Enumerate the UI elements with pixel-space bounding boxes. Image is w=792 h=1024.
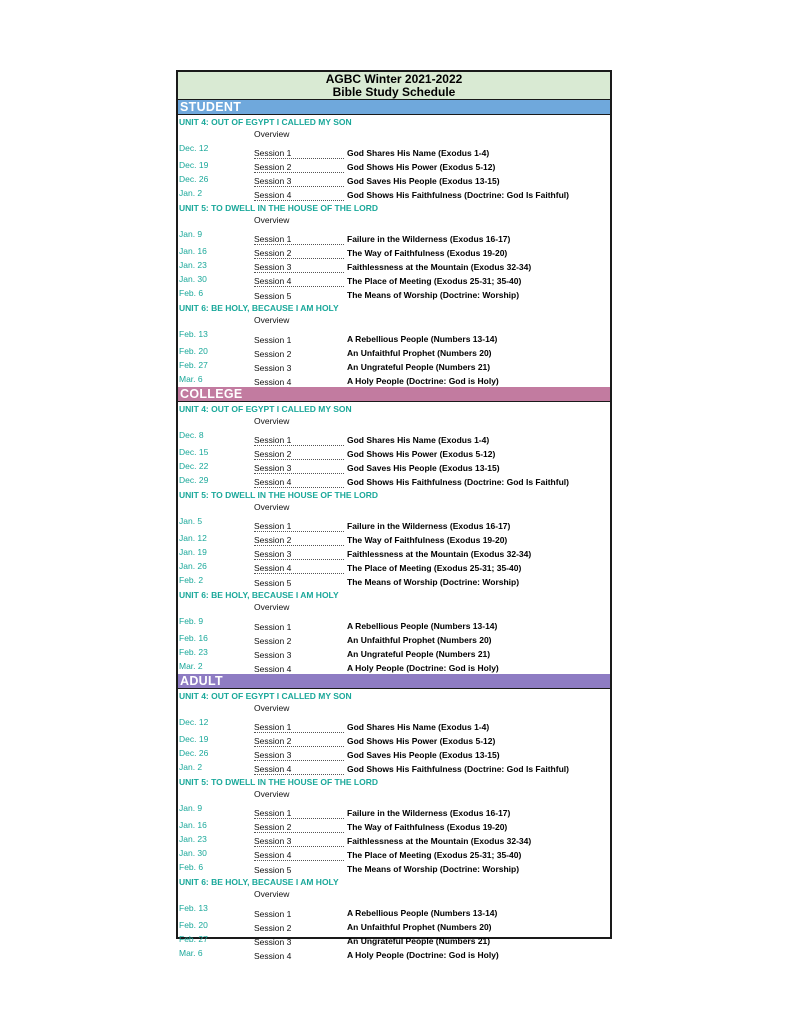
session-number: Session 3 [254, 262, 344, 273]
session-date: Mar. 6 [179, 374, 203, 384]
session-row [178, 187, 610, 201]
overview-label: Overview [254, 215, 290, 225]
session-number: Session 1 [254, 435, 344, 446]
session-number: Session 4 [254, 477, 344, 488]
lesson-title: An Unfaithful Prophet (Numbers 20) [347, 348, 492, 358]
lesson-title: The Way of Faithfulness (Exodus 19-20) [347, 248, 508, 258]
lesson-title: God Shows His Power (Exodus 5-12) [347, 736, 496, 746]
overview-label: Overview [254, 315, 290, 325]
session-row [178, 259, 610, 273]
section-header: STUDENT [178, 100, 610, 115]
session-number: Session 2 [254, 822, 344, 833]
session-number: Session 2 [254, 349, 292, 359]
section-college [178, 387, 610, 674]
session-date: Feb. 23 [179, 647, 208, 657]
session-number: Session 4 [254, 190, 344, 201]
session-number: Session 1 [254, 148, 344, 159]
session-number: Session 5 [254, 291, 292, 301]
session-date: Feb. 6 [179, 288, 204, 298]
lesson-title: A Rebellious People (Numbers 13-14) [347, 908, 498, 918]
session-date: Dec. 19 [179, 160, 209, 170]
session-row [178, 373, 610, 387]
section-header: COLLEGE [178, 387, 610, 402]
session-row [178, 861, 610, 875]
session-number: Session 4 [254, 764, 344, 775]
lesson-title: An Unfaithful Prophet (Numbers 20) [347, 635, 492, 645]
lesson-title: A Holy People (Doctrine: God is Holy) [347, 376, 499, 386]
unit-title: UNIT 5: TO DWELL IN THE HOUSE OF THE LORD [179, 490, 378, 500]
session-row [178, 173, 610, 187]
session-number: Session 2 [254, 248, 344, 259]
overview-label: Overview [254, 703, 290, 713]
session-number: Session 4 [254, 276, 344, 287]
section-adult [178, 674, 610, 961]
session-row [178, 460, 610, 474]
overview-label: Overview [254, 502, 290, 512]
session-number: Session 3 [254, 463, 344, 474]
overview-row [178, 702, 610, 716]
session-row [178, 429, 610, 446]
unit-title: UNIT 4: OUT OF EGYPT I CALLED MY SON [179, 404, 352, 414]
session-number: Session 3 [254, 363, 292, 373]
session-number: Session 3 [254, 937, 292, 947]
lesson-title: God Shares His Name (Exodus 1-4) [347, 435, 490, 445]
lesson-title: Faithlessness at the Mountain (Exodus 32-34) [347, 262, 532, 272]
session-row [178, 933, 610, 947]
schedule-title [178, 72, 610, 100]
lesson-title: The Means of Worship (Doctrine: Worship) [347, 577, 520, 587]
session-date: Mar. 6 [179, 948, 203, 958]
lesson-title: God Shows His Faithfulness (Doctrine: God Is Faithful) [347, 764, 569, 774]
lesson-title: Failure in the Wilderness (Exodus 16-17) [347, 808, 511, 818]
overview-label: Overview [254, 889, 290, 899]
lesson-title: A Rebellious People (Numbers 13-14) [347, 621, 498, 631]
session-number: Session 4 [254, 563, 344, 574]
overview-label: Overview [254, 789, 290, 799]
lesson-title: God Saves His People (Exodus 13-15) [347, 176, 500, 186]
session-number: Session 1 [254, 234, 344, 245]
section-header: ADULT [178, 674, 610, 689]
section-student [178, 100, 610, 387]
unit-title: UNIT 4: OUT OF EGYPT I CALLED MY SON [179, 117, 352, 127]
session-row [178, 345, 610, 359]
session-number: Session 2 [254, 736, 344, 747]
session-date: Mar. 2 [179, 661, 203, 671]
session-row [178, 142, 610, 159]
session-number: Session 3 [254, 176, 344, 187]
lesson-title: God Shows His Faithfulness (Doctrine: God Is Faithful) [347, 190, 569, 200]
lesson-title: The Way of Faithfulness (Exodus 19-20) [347, 822, 508, 832]
lesson-title: An Ungrateful People (Numbers 21) [347, 362, 491, 372]
session-row [178, 833, 610, 847]
lesson-title: The Means of Worship (Doctrine: Worship) [347, 290, 520, 300]
session-row [178, 716, 610, 733]
session-date: Jan. 5 [179, 516, 203, 526]
lesson-title: God Saves His People (Exodus 13-15) [347, 463, 500, 473]
lesson-title: God Shows His Faithfulness (Doctrine: God Is Faithful) [347, 477, 569, 487]
lesson-title: Faithlessness at the Mountain (Exodus 32-34) [347, 836, 532, 846]
session-date: Dec. 26 [179, 748, 209, 758]
session-row [178, 287, 610, 301]
session-date: Dec. 8 [179, 430, 204, 440]
overview-row [178, 888, 610, 902]
session-number: Session 2 [254, 535, 344, 546]
session-number: Session 4 [254, 951, 292, 961]
session-date: Jan. 9 [179, 229, 203, 239]
overview-row [178, 788, 610, 802]
session-date: Jan. 23 [179, 834, 207, 844]
lesson-title: The Place of Meeting (Exodus 25-31; 35-40) [347, 276, 522, 286]
session-date: Dec. 26 [179, 174, 209, 184]
session-number: Session 1 [254, 909, 292, 919]
session-number: Session 2 [254, 923, 292, 933]
session-date: Jan. 30 [179, 848, 207, 858]
session-row [178, 947, 610, 961]
overview-row [178, 415, 610, 429]
session-number: Session 3 [254, 836, 344, 847]
lesson-title: A Rebellious People (Numbers 13-14) [347, 334, 498, 344]
lesson-title: The Way of Faithfulness (Exodus 19-20) [347, 535, 508, 545]
session-row [178, 802, 610, 819]
session-row [178, 359, 610, 373]
session-row [178, 615, 610, 632]
session-number: Session 1 [254, 722, 344, 733]
session-row [178, 646, 610, 660]
unit-title: UNIT 6: BE HOLY, BECAUSE I AM HOLY [179, 877, 339, 887]
session-row [178, 228, 610, 245]
lesson-title: An Unfaithful Prophet (Numbers 20) [347, 922, 492, 932]
session-number: Session 5 [254, 865, 292, 875]
session-date: Dec. 19 [179, 734, 209, 744]
session-number: Session 4 [254, 664, 292, 674]
session-row [178, 532, 610, 546]
lesson-title: God Shows His Power (Exodus 5-12) [347, 162, 496, 172]
session-date: Dec. 12 [179, 143, 209, 153]
lesson-title: An Ungrateful People (Numbers 21) [347, 936, 491, 946]
session-number: Session 2 [254, 162, 344, 173]
lesson-title: The Place of Meeting (Exodus 25-31; 35-40) [347, 850, 522, 860]
session-date: Feb. 13 [179, 329, 208, 339]
session-date: Jan. 2 [179, 188, 203, 198]
session-date: Dec. 29 [179, 475, 209, 485]
session-date: Jan. 30 [179, 274, 207, 284]
session-number: Session 4 [254, 377, 292, 387]
session-date: Feb. 9 [179, 616, 204, 626]
session-row [178, 245, 610, 259]
unit-title: UNIT 5: TO DWELL IN THE HOUSE OF THE LORD [179, 777, 378, 787]
session-date: Feb. 6 [179, 862, 204, 872]
session-row [178, 847, 610, 861]
session-row [178, 733, 610, 747]
session-number: Session 1 [254, 335, 292, 345]
session-number: Session 5 [254, 578, 292, 588]
session-row [178, 474, 610, 488]
session-date: Feb. 27 [179, 934, 208, 944]
session-number: Session 3 [254, 549, 344, 560]
session-row [178, 273, 610, 287]
session-row [178, 902, 610, 919]
unit-title: UNIT 6: BE HOLY, BECAUSE I AM HOLY [179, 303, 339, 313]
unit-title: UNIT 6: BE HOLY, BECAUSE I AM HOLY [179, 590, 339, 600]
session-row [178, 546, 610, 560]
overview-label: Overview [254, 602, 290, 612]
session-number: Session 2 [254, 449, 344, 460]
session-date: Jan. 19 [179, 547, 207, 557]
session-row [178, 560, 610, 574]
lesson-title: God Shares His Name (Exodus 1-4) [347, 722, 490, 732]
lesson-title: God Shows His Power (Exodus 5-12) [347, 449, 496, 459]
session-number: Session 1 [254, 622, 292, 632]
lesson-title: Failure in the Wilderness (Exodus 16-17) [347, 234, 511, 244]
session-date: Feb. 13 [179, 903, 208, 913]
overview-row [178, 214, 610, 228]
session-number: Session 3 [254, 750, 344, 761]
session-date: Feb. 20 [179, 346, 208, 356]
session-row [178, 819, 610, 833]
session-date: Jan. 12 [179, 533, 207, 543]
session-date: Feb. 16 [179, 633, 208, 643]
schedule-sheet [176, 70, 612, 961]
session-row [178, 159, 610, 173]
session-date: Jan. 16 [179, 820, 207, 830]
overview-label: Overview [254, 129, 290, 139]
session-date: Jan. 26 [179, 561, 207, 571]
session-row [178, 660, 610, 674]
unit-title: UNIT 5: TO DWELL IN THE HOUSE OF THE LORD [179, 203, 378, 213]
session-row [178, 747, 610, 761]
session-date: Feb. 20 [179, 920, 208, 930]
overview-row [178, 314, 610, 328]
session-date: Jan. 16 [179, 246, 207, 256]
lesson-title: A Holy People (Doctrine: God is Holy) [347, 663, 499, 673]
session-date: Dec. 22 [179, 461, 209, 471]
session-number: Session 1 [254, 808, 344, 819]
session-date: Jan. 2 [179, 762, 203, 772]
sections-container [178, 100, 610, 961]
session-date: Dec. 15 [179, 447, 209, 457]
lesson-title: An Ungrateful People (Numbers 21) [347, 649, 491, 659]
overview-label: Overview [254, 416, 290, 426]
session-row [178, 632, 610, 646]
title-line-2: Bible Study Schedule [332, 85, 456, 99]
session-number: Session 2 [254, 636, 292, 646]
overview-row [178, 501, 610, 515]
lesson-title: Failure in the Wilderness (Exodus 16-17) [347, 521, 511, 531]
session-date: Feb. 27 [179, 360, 208, 370]
lesson-title: The Means of Worship (Doctrine: Worship) [347, 864, 520, 874]
overview-row [178, 601, 610, 615]
session-date: Jan. 23 [179, 260, 207, 270]
session-row [178, 761, 610, 775]
session-date: Jan. 9 [179, 803, 203, 813]
overview-row [178, 128, 610, 142]
lesson-title: God Saves His People (Exodus 13-15) [347, 750, 500, 760]
title-line-1: AGBC Winter 2021-2022 [325, 72, 463, 86]
session-date: Feb. 2 [179, 575, 204, 585]
session-row [178, 328, 610, 345]
session-row [178, 446, 610, 460]
session-number: Session 1 [254, 521, 344, 532]
lesson-title: A Holy People (Doctrine: God is Holy) [347, 950, 499, 960]
lesson-title: Faithlessness at the Mountain (Exodus 32-34) [347, 549, 532, 559]
session-row [178, 515, 610, 532]
lesson-title: The Place of Meeting (Exodus 25-31; 35-40) [347, 563, 522, 573]
session-row [178, 919, 610, 933]
session-row [178, 574, 610, 588]
session-date: Dec. 12 [179, 717, 209, 727]
unit-title: UNIT 4: OUT OF EGYPT I CALLED MY SON [179, 691, 352, 701]
lesson-title: God Shares His Name (Exodus 1-4) [347, 148, 490, 158]
session-number: Session 3 [254, 650, 292, 660]
session-number: Session 4 [254, 850, 344, 861]
